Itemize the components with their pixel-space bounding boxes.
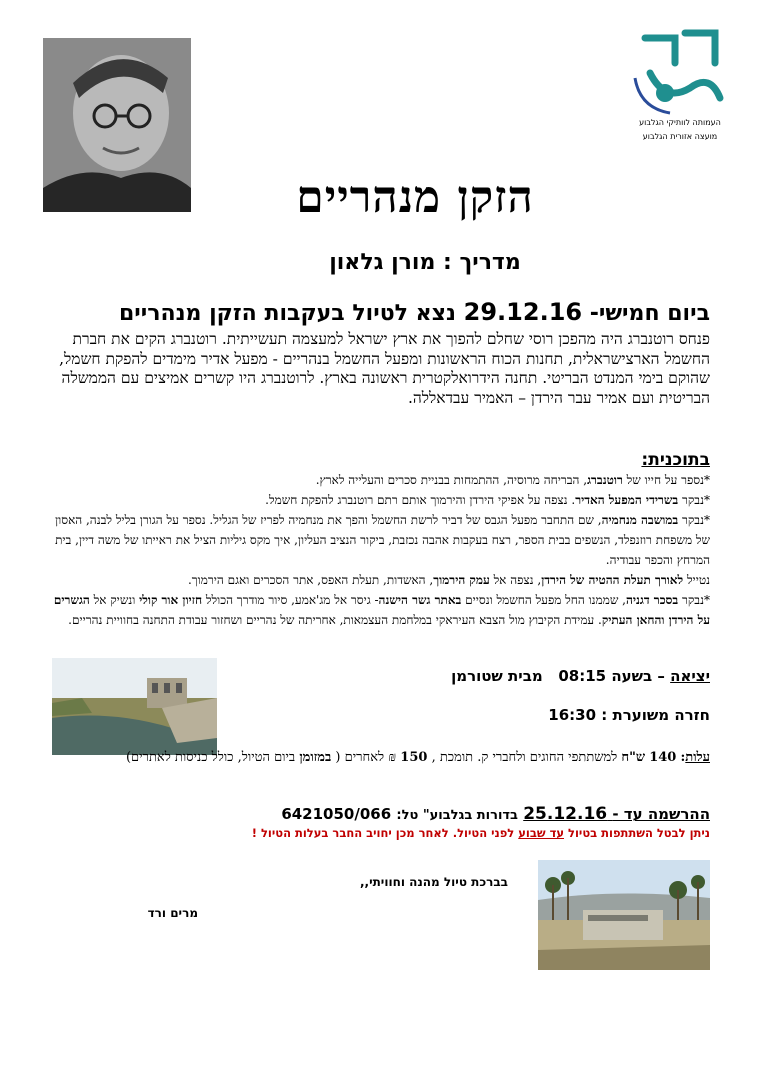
departure-time: 08:15 bbox=[558, 667, 607, 685]
cost-line: עלות: 140 ש"ח למשתתפי החוגים ולחברי ק. תומכת , 150 ₪ לאחרים ( במזומן ביום הטיול, כולל כניסות לאתרים) bbox=[125, 750, 710, 765]
organization-logo bbox=[620, 18, 740, 152]
trip-day: ביום חמישי- bbox=[589, 301, 710, 326]
trip-date: 29.12.16 bbox=[463, 298, 583, 326]
page-title: הזקן מנהריים bbox=[296, 172, 534, 223]
departure-label: יציאה bbox=[670, 667, 710, 685]
signer-name: מרים ורד bbox=[147, 906, 198, 920]
trip-heading-text: נצא לטיול בעקבות הזקן מנהריים bbox=[118, 301, 456, 326]
trip-heading bbox=[40, 298, 710, 326]
registration-label: ההרשמה עד - bbox=[612, 805, 710, 823]
program-item: *נבקר בסכר דגניה, שממנו החל מפעל החשמל ונסיים באתר גשר הישנה- גיסר אל מג'אמע, סיור מודרך הכולל חזיון אור קולי ונשיק אל הגשרים על הירדן והחאן העתיק. עמידת הקיבוץ מול הצבא העיראקי במלחמת העצמאות, אחריתה של נהריים ושחזור עבודת התחנה בחוויית נהריים. bbox=[53, 593, 710, 627]
registration-phone: 6421050/066 bbox=[281, 805, 392, 823]
program-item: *נבקר במושבה מנחמיה, שם התחבר מפעל הגבס של דביר לרשת החשמל והפך את מנחמיה לפריז של הגליל. נספר על הגורן בליל לבנה, האסון של משפחת רוזנפלד, הנשפים בבית הספר, רצח בעקבות אהבה נכזבת, ביקור הנציב העליון, איך מקס גיליות הציל את ראייתו של משה דיין, בית המרחץ והכפר עבודיה. bbox=[55, 513, 710, 567]
logo-emblem-icon bbox=[620, 18, 740, 118]
return-label: חזרה משוערת : bbox=[601, 706, 710, 724]
registration-date: 25.12.16 bbox=[523, 804, 608, 824]
registration-line: ההרשמה עד - 25.12.16 בדורות בגלבוע" טל: 6421050/066 bbox=[281, 804, 710, 824]
program-item: נטייל לאורך תעלת ההטיה של הירדן, נצפה אל עמק הירמוך, האשדות, תעלת האפס, אתר הסכרים ואגם הירמוך. bbox=[187, 573, 710, 587]
cancellation-notice: ניתן לבטל השתתפות בטיול עד שבוע לפני הטיול. לאחר מכן יחויב החבר בעלות הטיול ! bbox=[251, 826, 710, 840]
guide-name: מדריך : מורן גלאון bbox=[329, 250, 521, 275]
return-time: 16:30 bbox=[548, 706, 597, 724]
departure-place: מבית שטורמן bbox=[451, 667, 543, 685]
dam-ruins-photo bbox=[52, 658, 217, 755]
power-station-photo bbox=[538, 860, 710, 970]
program-heading: בתוכנית: bbox=[641, 450, 710, 470]
cost-label: עלות bbox=[685, 750, 710, 765]
logo-org-line2: מועצה אזורית הגלבוע bbox=[642, 132, 718, 141]
intro-paragraph: פנחס רוטנברג היה מהפכן רוסי שחלם להפוך את ארץ ישראל למעצמה תעשייתית. רוטנברג הקים את חברת החשמל הארצישראלית, תחנות הכוח הראשונות ומפעל החשמל בנהריים - מפעל אדיר מימדים להפקת חשמל, שהוקם בימי המנדט הבריטי. תחנה הידרואלקטרית ראשונה בארץ. לרוטנברג היו קשרים אמיצים עם הממשלה הבריטית ועם אמיר עבר הירדן – האמיר עבדאללה. bbox=[59, 330, 710, 407]
program-item: *נבקר בשרידי המפעל האדיר. נצפה על אפיקי הירדן והירמוך אותם רתם רוטנברג להפקת חשמל. bbox=[265, 493, 710, 507]
departure-line: יציאה – בשעה 08:15 מבית שטורמן bbox=[451, 667, 710, 685]
logo-org-line1: העמותה לוותיקי הגלבוע bbox=[639, 118, 721, 127]
program-list bbox=[40, 470, 710, 630]
return-line bbox=[548, 706, 710, 724]
program-item: *נספר על חייו של רוטנברג, הבריחה מרוסיה, ההתמחות בבניית סכרים והעלייה לארץ. bbox=[315, 473, 710, 487]
signoff-text: בברכת טיול מהנה וחוויתי,, bbox=[359, 875, 508, 889]
portrait-photo bbox=[43, 38, 191, 212]
